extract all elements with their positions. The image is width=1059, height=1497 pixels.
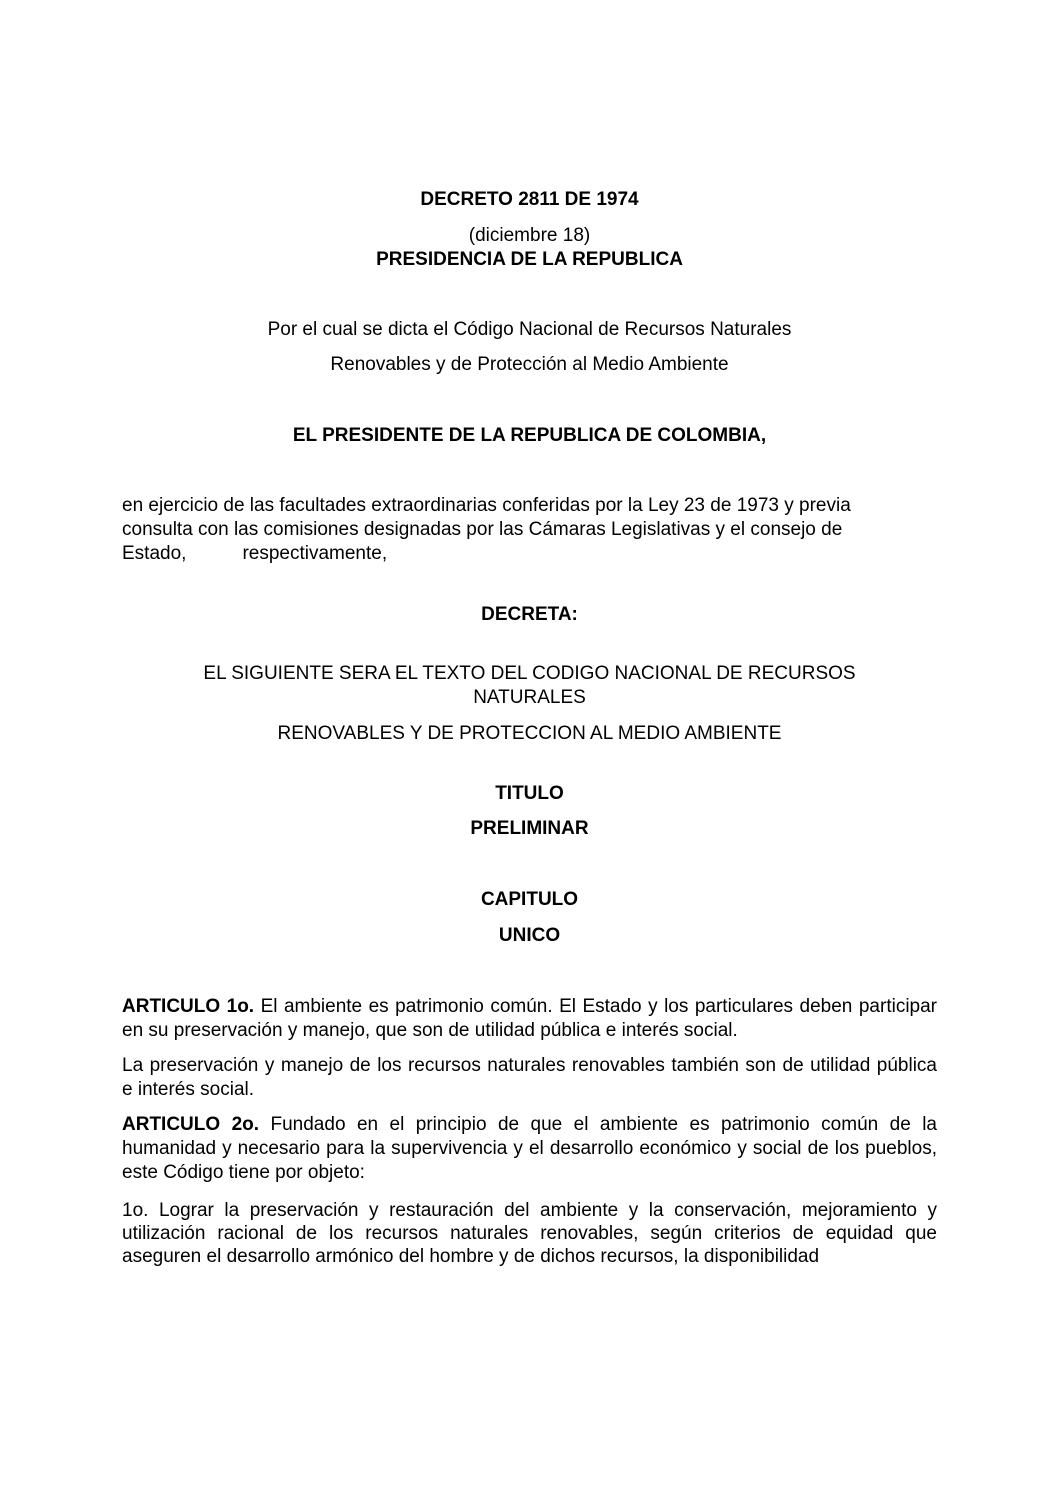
- preamble-word-respectivamente: respectivamente,: [242, 543, 388, 564]
- code-title-line-1: EL SIGUIENTE SERA EL TEXTO DEL CODIGO NACIONAL DE RECURSOS: [203, 663, 856, 684]
- article-2-item-1-text: 1o. Lograr la preservación y restauración del ambiente y la conservación, mejoramiento y utilización racional de los recursos naturales renovables, según criterios de equidad que aseguren el desarrollo armónico del hombre y de dichos recursos, la disponibilidad: [122, 1200, 937, 1267]
- article-1-paragraph-2-text: La preservación y manejo de los recursos naturales renovables también son de utilidad pública e interés social.: [122, 1055, 937, 1100]
- code-title-line-2: NATURALES: [473, 687, 586, 708]
- decree-preamble: [122, 494, 937, 566]
- preamble-word-estado: Estado,: [122, 543, 187, 564]
- decree-issuer: PRESIDENCIA DE LA REPUBLICA: [376, 249, 683, 270]
- titulo-heading: TITULO: [495, 783, 564, 804]
- code-title-line-3: RENOVABLES Y DE PROTECCION AL MEDIO AMBIENTE: [277, 723, 782, 744]
- article-2-item-1: [122, 1199, 937, 1268]
- preamble-line-1: en ejercicio de las facultades extraordinarias conferidas por la Ley 23 de 1973 y previa: [122, 495, 851, 516]
- article-1-label: ARTICULO 1o.: [122, 996, 255, 1017]
- decree-date: (diciembre 18): [468, 225, 591, 246]
- decree-title: DECRETO 2811 DE 1974: [420, 189, 639, 210]
- unico-heading: UNICO: [498, 925, 561, 946]
- article-2-label: ARTICULO 2o.: [122, 1114, 260, 1135]
- decreta-heading: DECRETA:: [481, 604, 578, 625]
- article-1-paragraph-2: [122, 1054, 937, 1102]
- capitulo-heading: CAPITULO: [480, 889, 579, 910]
- decree-subject-line-1: Por el cual se dicta el Código Nacional de Recursos Naturales: [267, 319, 792, 340]
- decree-authority: EL PRESIDENTE DE LA REPUBLICA DE COLOMBIA,: [292, 425, 767, 446]
- article-1: [122, 995, 937, 1043]
- article-2-text: Fundado en el principio de que el ambiente es patrimonio común de la humanidad y necesario para la supervivencia y el desarrollo económico y social de los pueblos, este Código tiene por objeto:: [122, 1114, 938, 1183]
- preliminar-heading: PRELIMINAR: [470, 818, 589, 839]
- article-1-text: El ambiente es patrimonio común. El Estado y los particulares deben participar en su preservación y manejo, que son de utilidad pública e interés social.: [122, 996, 937, 1041]
- preamble-line-2: consulta con las comisiones designadas por las Cámaras Legislativas y el consejo de: [122, 519, 843, 540]
- decree-subject-line-2: Renovables y de Protección al Medio Ambiente: [330, 354, 729, 375]
- article-2: [122, 1113, 937, 1185]
